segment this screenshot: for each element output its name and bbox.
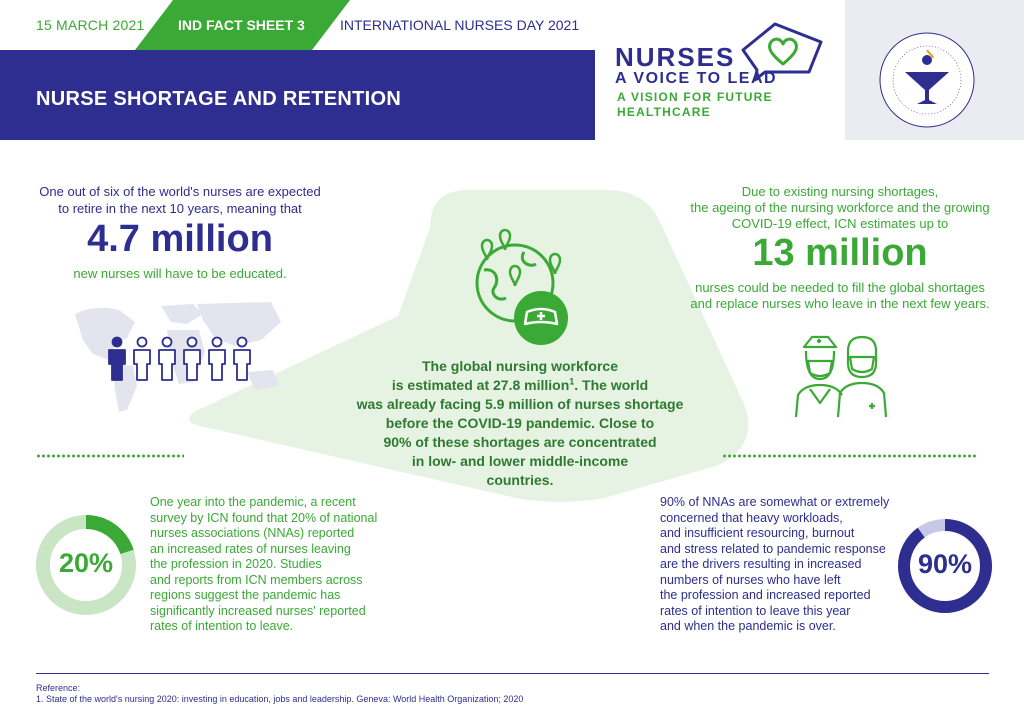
right-stat-text-2: the ageing of the nursing workforce and the growing [690, 200, 990, 215]
dotted-divider-left [36, 454, 184, 458]
center-summary-text [325, 357, 715, 490]
paragraph-line: rates of intention to leave. [150, 619, 294, 633]
logo-vision-text-1: A VISION FOR FUTURE [617, 90, 773, 104]
date-label: 15 MARCH 2021 [36, 17, 145, 33]
paragraph-line: significantly increased nurses' reported [150, 603, 366, 618]
paragraph-line: survey by ICN found that 20% of national [150, 510, 378, 525]
paragraph-line: One year into the pandemic, a recent [150, 495, 356, 509]
left-stat-text-3: new nurses will have to be educated. [73, 266, 287, 281]
left-stat-text-1: One out of six of the world's nurses are expected [39, 184, 321, 199]
paragraph-line: regions suggest the pandemic has [150, 588, 341, 602]
left-stat-big-number: 4.7 million [87, 218, 273, 260]
paragraph-line: nurses associations (NNAs) reported [150, 526, 355, 540]
center-line-5: 90% of these shortages are concentrated [383, 434, 657, 450]
logo-voice-text: A VOICE TO LEAD [615, 70, 778, 87]
dotted-divider-right [722, 454, 978, 458]
paragraph-line: are the drivers resulting in increased [660, 557, 862, 571]
nurse-cap-icon [513, 290, 569, 346]
masked-nurses-icon [790, 333, 890, 418]
person-outline-icon [209, 338, 225, 381]
paragraph-line: and reports from ICN members across [150, 572, 363, 587]
center-line-1: The global nursing workforce [421, 358, 619, 374]
paragraph-line: and stress related to pandemic response [660, 541, 886, 556]
center-line-7: countries. [486, 472, 554, 488]
footer-divider [36, 673, 989, 674]
bottom-left-paragraph [150, 495, 377, 635]
page-title: NURSE SHORTAGE AND RETENTION [36, 88, 402, 110]
fact-sheet-tab-label: IND FACT SHEET 3 [178, 17, 305, 33]
paragraph-line: the profession and increased reported [660, 588, 871, 602]
right-stat-text-4: nurses could be needed to fill the global shortages [695, 280, 985, 295]
left-stat-text-2: to retire in the next 10 years, meaning that [58, 201, 302, 216]
paragraph-line: numbers of nurses who have left [660, 572, 841, 587]
right-stat-text-1: Due to existing nursing shortages, [741, 184, 939, 199]
center-line-6: in low- and lower middle-income [411, 453, 629, 469]
person-outline-icon [134, 338, 150, 381]
right-stat-text-3: COVID-19 effect, ICN estimates up to [731, 216, 949, 231]
logo-vision-text-2: HEALTHCARE [617, 105, 711, 119]
paragraph-line: an increased rates of nurses leaving [150, 541, 351, 556]
right-stat-text-5: and replace nurses who leave in the next few years. [690, 296, 990, 311]
center-line-2: is estimated at 27.8 million$^1$. The world [391, 376, 649, 393]
center-line-4: before the COVID-19 pandemic. Close to [385, 415, 655, 431]
event-label: INTERNATIONAL NURSES DAY 2021 [340, 17, 580, 33]
center-line-3: was already facing 5.9 million of nurses shortage [356, 396, 684, 412]
footnote-marker: 1 [569, 376, 575, 387]
paragraph-line: concerned that heavy workloads, [660, 510, 843, 525]
donut-90-percent-label: 90% [917, 549, 973, 579]
paragraph-line: and when the pandemic is over. [660, 619, 836, 633]
bottom-right-paragraph [660, 495, 889, 635]
paragraph-line: rates of intention to leave this year [660, 603, 851, 618]
reference-citation: 1. State of the world's nursing 2020: investing in education, jobs and leadership. Geneva: World Health Organization; 2020 [36, 694, 524, 704]
workforce-figure: 27.8 million [493, 377, 570, 393]
paragraph-line: and insufficient resourcing, burnout [660, 526, 855, 540]
right-stat-big-number: 13 million [752, 232, 928, 274]
paragraph-line: the profession in 2020. Studies [150, 557, 322, 571]
world-map-people-icon [75, 300, 285, 418]
donut-20-percent-label: 20% [58, 548, 114, 578]
logo-nurses-text: NURSES [615, 42, 736, 72]
paragraph-line: 90% of NNAs are somewhat or extremely [660, 495, 890, 509]
reference-heading: Reference: [36, 683, 81, 693]
